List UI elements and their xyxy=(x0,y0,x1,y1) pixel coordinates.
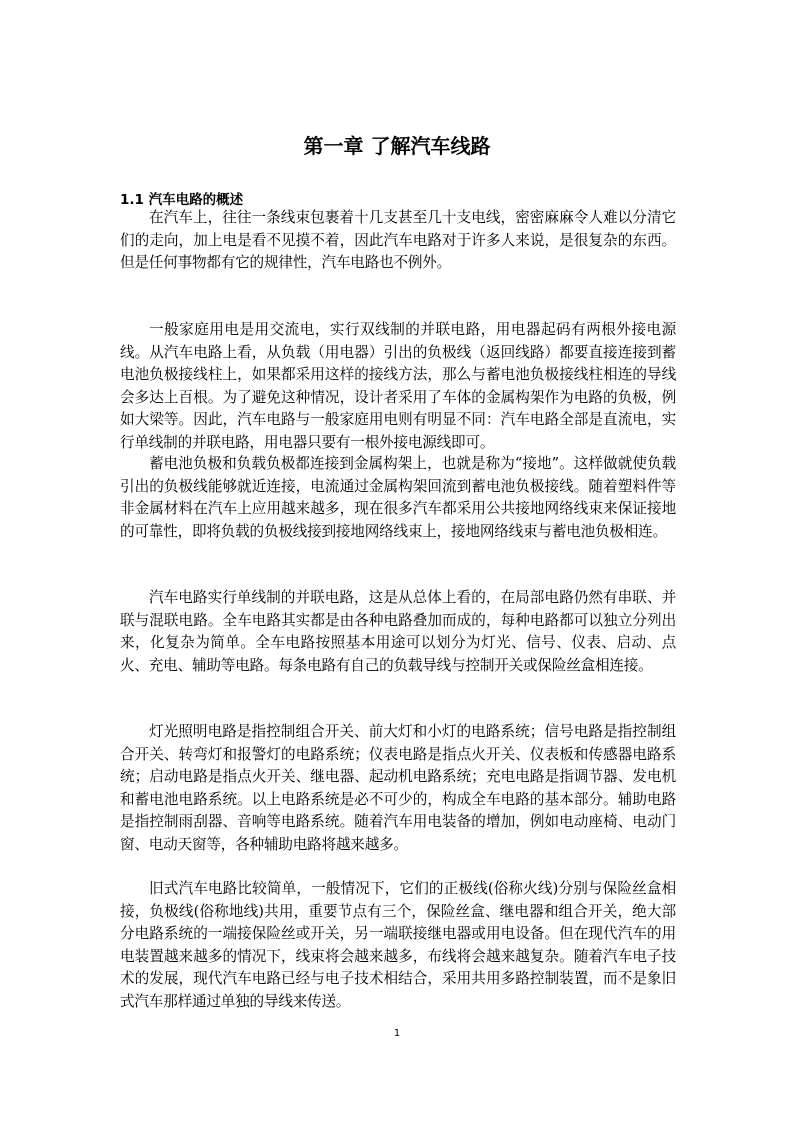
body-paragraph: 旧式汽车电路比较简单，一般情况下，它们的正极线(俗称火线)分别与保险丝盒相接，负极线(俗称地线)共用，重要节点有三个，保险丝盒、继电器和组合开关，绝大部分电路系统的一端接保险丝或开关，另一端联接继电器或用电设备。但在现代汽车的用电装置越来越多的情况下，线束将会越来越多，布线将会越来越复杂。随着汽车电子技术的发展，现代汽车电路已经与电子技术相结合，采用共用多路控制装置，而不是象旧式汽车那样通过单独的导线来传送。 xyxy=(120,880,676,1010)
body-paragraph: 蓄电池负极和负载负极都连接到金属构架上，也就是称为“接地”。这样做就使负载引出的负极线能够就近连接，电流通过金属构架回流到蓄电池负极接线。随着塑料件等非金属材料在汽车上应用越来越多，现在很多汽车都采用公共接地网络线束来保证接地的可靠性，即将负载的负极线接到接地网络线束上，接地网络线束与蓄电池负极相连。 xyxy=(120,455,676,540)
chapter-title: 第一章 了解汽车线路 xyxy=(303,134,491,158)
body-paragraph: 在汽车上，往往一条线束包裹着十几支甚至几十支电线，密密麻麻令人难以分清它们的走向，加上电是看不见摸不着，因此汽车电路对于许多人来说，是很复杂的东西。但是任何事物都有它的规律性，汽车电路也不例外。 xyxy=(120,209,676,271)
section-heading: 1.1 汽车电路的概述 xyxy=(120,192,244,208)
body-paragraph: 一般家庭用电是用交流电，实行双线制的并联电路，用电器起码有两根外接电源线。从汽车电路上看，从负载（用电器）引出的负极线（返回线路）都要直接连接到蓄电池负极接线柱上，如果都采用这样的接线方法，那么与蓄电池负极接线柱相连的导线会多达上百根。为了避免这种情况，设计者采用了车体的金属构架作为电路的负极，例如大梁等。因此，汽车电路与一般家庭用电则有明显不同：汽车电路全部是直流电，实行单线制的并联电路，用电器只要有一根外接电源线即可。 xyxy=(120,321,676,451)
body-paragraph: 汽车电路实行单线制的并联电路，这是从总体上看的，在局部电路仍然有串联、并联与混联电路。全车电路其实都是由各种电路叠加而成的，每种电路都可以独立分列出来，化复杂为简单。全车电路按照基本用途可以划分为灯光、信号、仪表、启动、点火、充电、辅助等电路。每条电路有自己的负载导线与控制开关或保险丝盒相连接。 xyxy=(120,589,676,674)
page-number: 1 xyxy=(393,1028,401,1039)
body-paragraph: 灯光照明电路是指控制组合开关、前大灯和小灯的电路系统；信号电路是指控制组合开关、转弯灯和报警灯的电路系统；仪表电路是指点火开关、仪表板和传感器电路系统；启动电路是指点火开关、继电器、起动机电路系统；充电电路是指调节器、发电机和蓄电池电路系统。以上电路系统是必不可少的，构成全车电路的基本部分。辅助电路是指控制雨刮器、音响等电路系统。随着汽车用电装备的增加，例如电动座椅、电动门窗、电动天窗等，各种辅助电路将越来越多。 xyxy=(120,723,676,853)
